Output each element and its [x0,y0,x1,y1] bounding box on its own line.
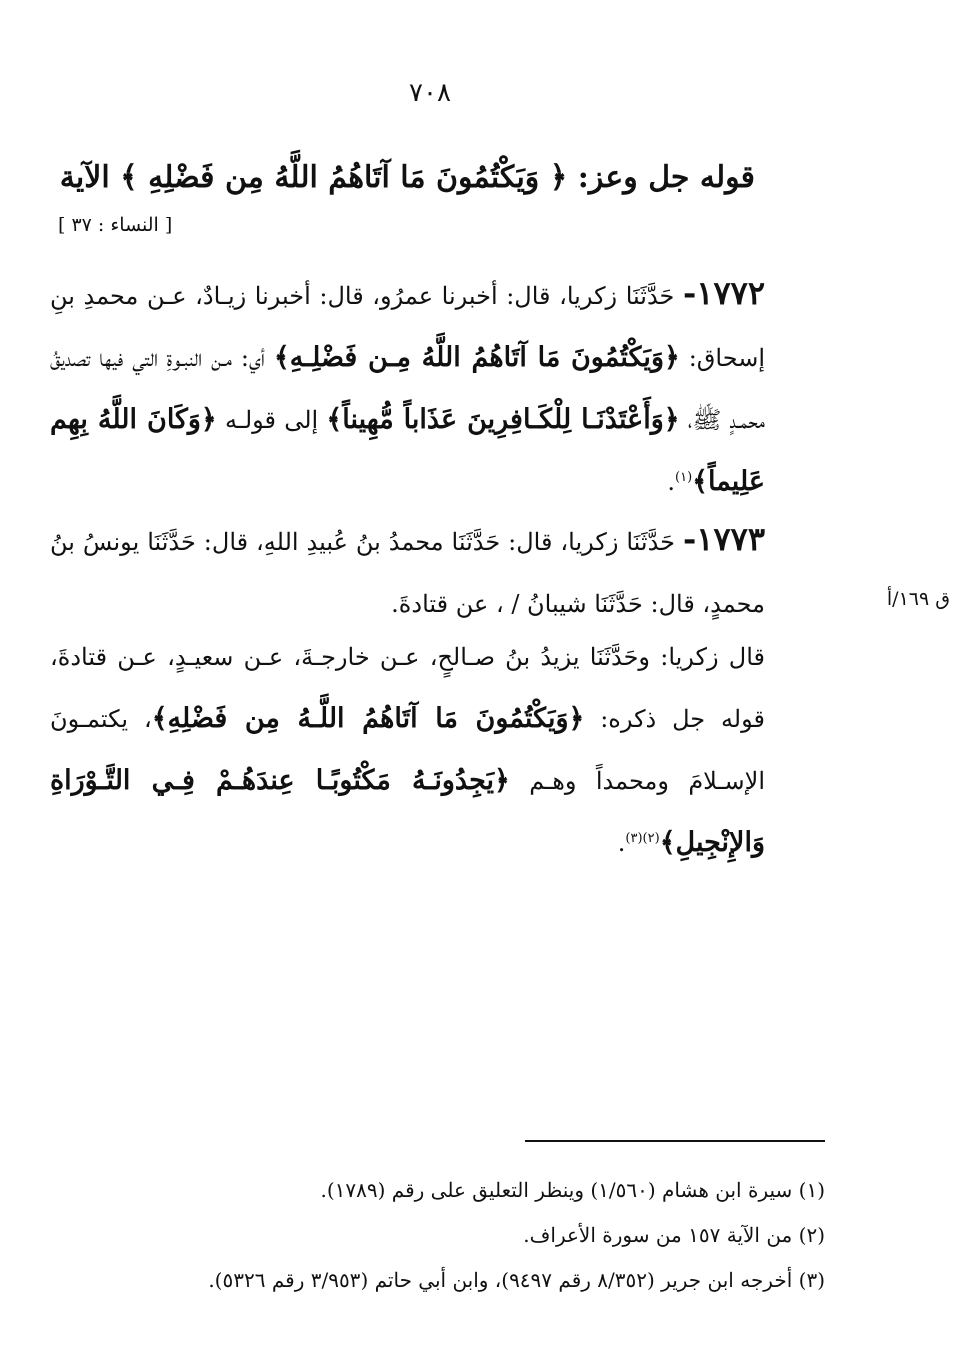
hadith-text: . [667,468,675,496]
quran-quote: ﴿وَكَانَ اللَّهُ بِهِم عَلِيماً﴾ [50,404,765,497]
section-heading [55,150,755,206]
verse-reference: [ النساء : ٣٧ ] [58,214,173,236]
hadith-text: ، يكتمـونَ الإسـلامَ ومحمداً وهـم [50,705,766,795]
hadith-1773 [50,508,765,635]
heading-intro: قوله جل وعز: [567,160,755,195]
heading-outro: الآية [59,160,121,195]
footnote-1: (١) سيرة ابن هشام (١/٥٦٠) وينظر التعليق على رقم (١٧٨٩). [320,1178,825,1202]
hadith-text: قال زكريا: وحَدَّثَنَا يزيدُ بنُ صـالحٍ، عـن خارجـةَ، عـن سعيـدٍ، عـن قتادةَ، قوله جل ذكره: [50,643,765,733]
hadith-number: ١٧٧٣- [682,520,765,558]
page-number: ٧٠٨ [409,78,451,108]
hadith-text: حَدَّثَنَا زكريا، قال: حَدَّثَنَا محمدُ بنُ عُبيدِ اللهِ، قال: حَدَّثَنَا يونسُ بنُ محمدٍ، قال: حَدَّثَنَا شيبانُ / ، عن قتادةَ. [50,528,765,618]
hadith-number: ١٧٧٢- [682,274,765,312]
quran-quote: ﴿وَيَكْتُمُونَ مَا آتَاهُمُ اللَّـهُ مِن فَضْلِهِ﴾ [151,703,585,734]
footnote-3: (٣) أخرجه ابن جرير (٨/٣٥٢ رقم ٩٤٩٧)، وابن أبي حاتم (٣/٩٥٣ رقم ٥٣٢٦). [208,1268,825,1292]
hadith-text: إلى قولـه [216,406,327,434]
footnote-marker: (٢)(٣) [625,831,660,846]
footnote-divider [525,1140,825,1142]
manuscript-margin-note: ق ١٦٩/أ [886,588,950,610]
quran-quote: ﴿يَجِدُونَـهُ مَكْتُوبًـا عِندَهُـمْ فِـي التَّـوْرَاةِ وَالإِنْجِيلِ﴾ [50,765,765,858]
footnote-2: (٢) من الآية ١٥٧ من سورة الأعراف. [523,1223,825,1247]
heading-quran-verse: ﴿ وَيَكْتُمُونَ مَا آتَاهُمُ اللَّهُ مِن فَضْلِهِ ﴾ [120,160,568,195]
footnote-marker: (١) [675,470,693,485]
hadith-text: أي: مـن النبـوةِ التي فيها تصديقُ محمـدٍ ﷺ، [50,344,766,434]
hadith-1773-continuation [50,626,765,874]
hadith-text: حَدَّثَنَا زكريا، قال: أخبرنا عمرُو، قال: أخبرنا زيـادٌ، عـن محمدِ بنِ إسحاق: [50,282,766,372]
quran-quote: ﴿وَأَعْتَدْنَـا لِلْكَـافِرِينَ عَذَاباً مُّهِيناً﴾ [326,404,680,435]
hadith-text: . [617,829,626,857]
hadith-1772 [50,262,765,513]
quran-quote: ﴿وَيَكْتُمُونَ مَا آتَاهُمُ اللَّهُ مِـن فَضْلِـهِ﴾ [273,342,680,373]
footnotes [125,1168,825,1303]
